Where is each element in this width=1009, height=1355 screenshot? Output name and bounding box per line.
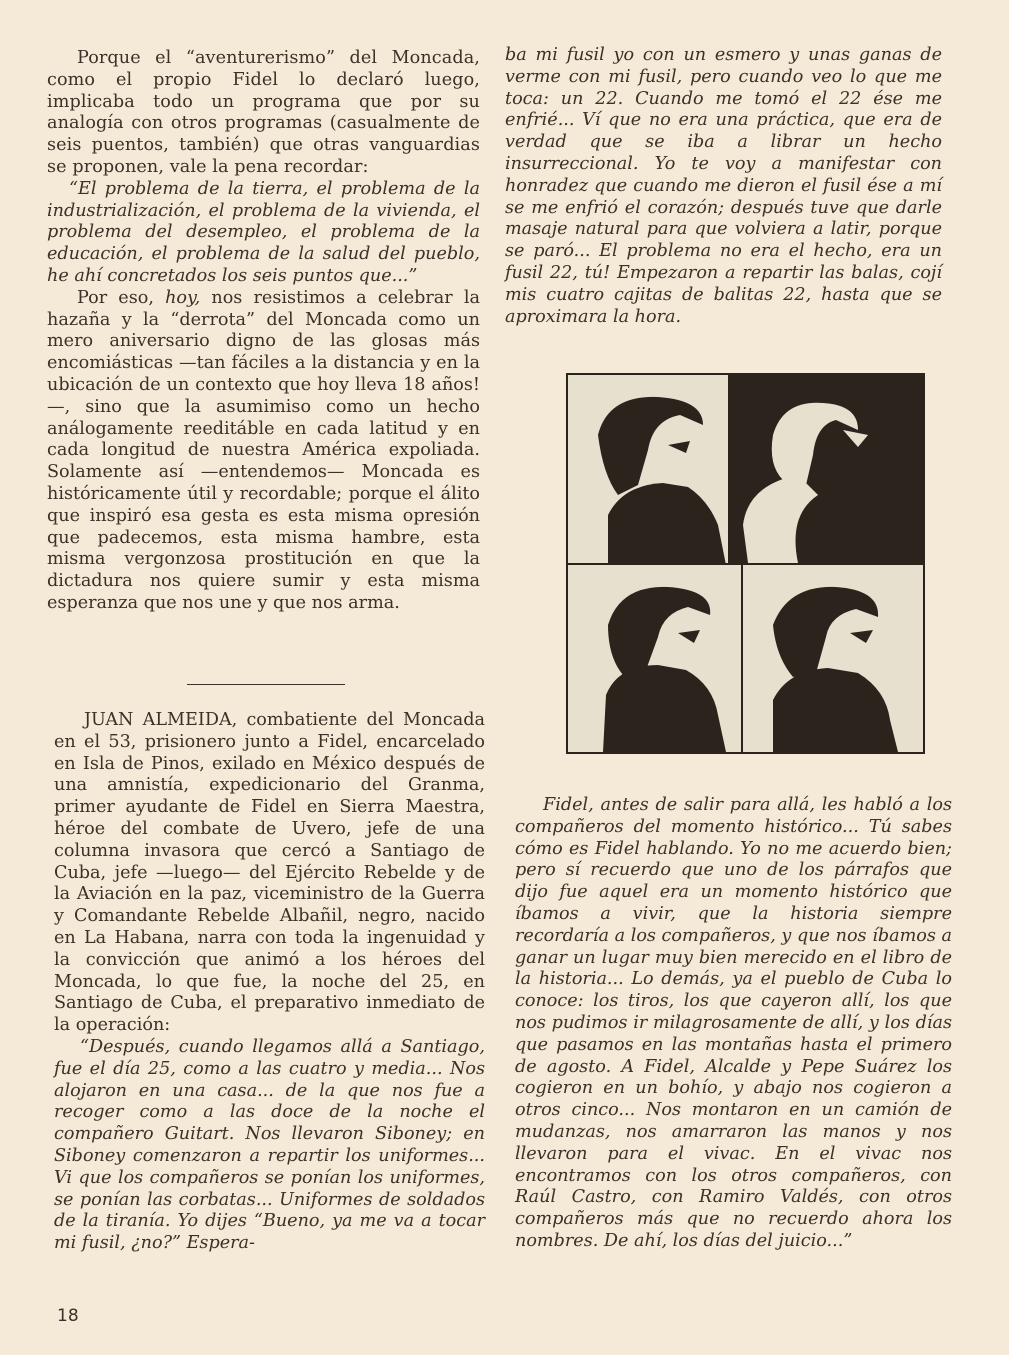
p2-lead: Por eso, (77, 287, 166, 308)
paragraph-moncada-program: Porque el “aventurerismo” del Moncada, como el propio Fidel lo declaró luego, implicaba todo un programa que por su analogía con otros programas (casualmente de seis puentos, también) que otras vanguardias se proponen, vale la pena recordar: (47, 48, 480, 177)
right-column-lower (515, 795, 952, 1253)
section-divider (187, 684, 345, 685)
paragraph-anniversary (47, 288, 480, 615)
portrait-grid-graphic (568, 375, 923, 752)
right-column (505, 45, 942, 328)
almeida-quote-continued: ba mi fusil yo con un esmero y unas ganas de verme con mi fusil, pero cuando veo lo que me toca: un 22. Cuando me tomó el 22 ése me enfrié... Ví que no era una práctica, que era de verdad que se iba a librar un hecho insurreccional. Yo te voy a manifestar con honradez que cuando me dieron el fusil ése a mí se me enfrió el corazón; después tuve que darle masaje natural para que volviera a latir, porque se paró... El problema no era el hecho, era un fusil 22, tú! Empezaron a repartir las balas, cojí mis cuatro cajitas de balitas 22, hasta que se aproximara la hora. (505, 45, 942, 327)
four-portrait-photo-grid (566, 373, 925, 754)
almeida-biography: JUAN ALMEIDA, combatiente del Moncada en el 53, prisionero junto a Fidel, encarcelado en Isla de Pinos, exilado en México después de una amnistía, expedicionario del Granma, primer ayudante de Fidel en Sierra Maestra, héroe del combate de Uvero, jefe de una columna invasora que cercó a Santiago de Cuba, jefe —luego— del Ejército Rebelde y de la Aviación en la paz, viceministro de la Guerra y Comandante Rebelde Albañil, negro, nacido en La Habana, narra con toda la ingenuidad y la convicción que animó a los héroes del Moncada, lo que fue, la noche del 25, en Santiago de Cuba, el preparativo inmediato de la operación: (54, 710, 485, 1036)
almeida-quote-end: Fidel, antes de salir para allá, les habló a los compañeros del momento histórico... Tú sabes cómo es Fidel hablando. Yo no me acuerdo bien; pero sí recuerdo que uno de los párrafos que dijo fue aquel era un momento histórico que íbamos a vivir, que la historia siempre recordaría a los compañeros, y que nos íbamos a ganar un lugar muy bien merecido en el libro de la historia... Lo demás, ya el pueblo de Cuba lo conoce: los tiros, los que cayeron allí, los que nos pudimos ir milagrosamente de allí, y los días que pasamos en las montañas hasta el primero de agosto. A Fidel, Alcalde y Pepe Suárez los cogieron en un bohío, y abajo nos cogieron a otros cinco... Nos montaron en un camión de mudanzas, nos amarraron las manos y nos llevaron para el vivac. En el vivac nos encontramos con los otros compañeros, con Raúl Castro, con Ramiro Valdés, con otros compañeros más que no recuerdo ahora los nombres. De ahí, los días del juicio...” (515, 795, 952, 1251)
quote-six-points: “El problema de la tierra, el problema de la industrialización, el problema de la vivienda, el problema del desempleo, el problema de la educación, el problema de la salud del pueblo, he ahí concretados los seis puntos que...” (47, 178, 480, 286)
page-number: 18 (57, 1306, 79, 1326)
left-column (47, 48, 480, 615)
almeida-quote-start: “Después, cuando llegamos allá a Santiago, fue el día 25, como a las cuatro y media... Nos alojaron en una casa... de la que nos fue a recoger como a las doce de la noche el compañero Guitart. Nos llevaron Siboney; en Siboney comenzaron a repartir los uniformes... Vi que los compañeros se ponían los uniformes, se ponían las corbatas... Uniformes de soldados de la tiranía. Yo dijes “Bueno, ya me va a tocar mi fusil, ¿no?” Espera- (54, 1036, 485, 1254)
left-column-lower (54, 710, 485, 1255)
p2-rest: nos resistimos a celebrar la hazaña y la “derrota” del Moncada como un mero aniversario digno de las glosas más encomiásticas —tan fáciles a la distancia y en la ubicación de un contexto que hoy lleva 18 años!—, sino que la asumimiso como un hecho análogamente reeditáble en cada latitud y en cada longitud de nuestra América expoliada. Solamente así —entendemos— Moncada es históricamente útil y recordable; porque el álito que inspiró esa gesta es esta misma opresión que padecemos, esta misma hambre, esta misma vergonzosa prostitución en que la dictadura nos quiere sumir y esta misma esperanza que nos une y que nos arma. (47, 287, 480, 613)
p2-emphasis: hoy, (165, 287, 201, 308)
